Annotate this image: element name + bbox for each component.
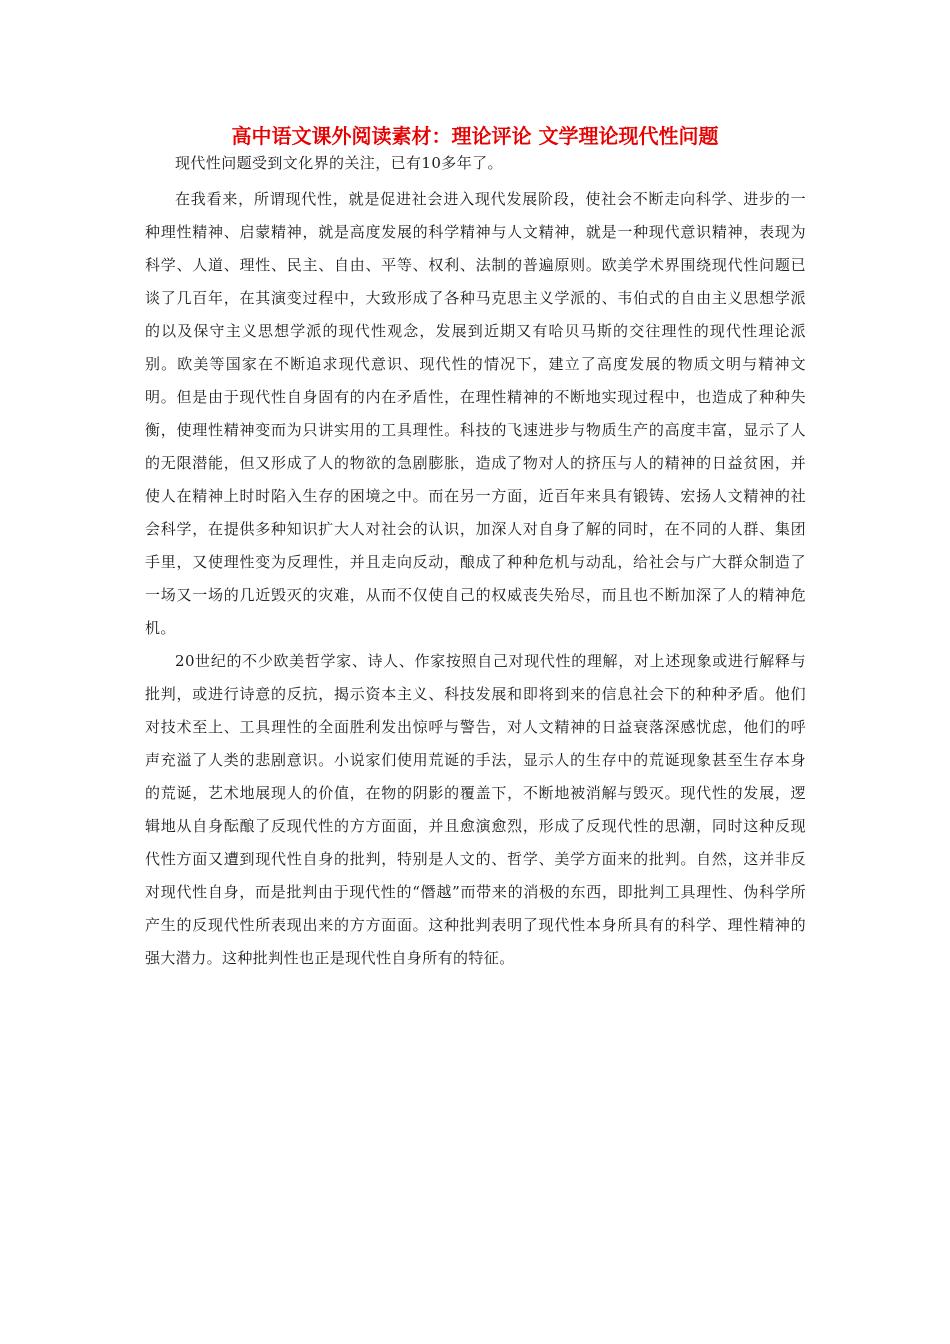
document-title: 高中语文课外阅读素材：理论评论 文学理论现代性问题	[231, 124, 719, 148]
document-body	[145, 150, 806, 975]
paragraph-modernity-definition: 在我看来，所谓现代性，就是促进社会进入现代发展阶段，使社会不断走向科学、进步的一种理性精神、启蒙精神，就是高度发展的科学精神与人文精神，就是一种现代意识精神，表现为科学、人道、理性、民主、自由、平等、权利、法制的普遍原则。欧美学术界围绕现代性问题已谈了几百年，在其演变过程中，大致形成了各种马克思主义学派的、韦伯式的自由主义思想学派的以及保守主义思想学派的现代性观念，发展到近期又有哈贝马斯的交往理性的现代性理论派别。欧美等国家在不断追求现代意识、现代性的情况下，建立了高度发展的物质文明与精神文明。但是由于现代性自身固有的内在矛盾性，在理性精神的不断地实现过程中，也造成了种种失衡，使理性精神变而为只讲实用的工具理性。科技的飞速进步与物质生产的高度丰富，显示了人的无限潜能，但又形成了人的物欲的急剧膨胀，造成了物对人的挤压与人的精神的日益贫困，并使人在精神上时时陷入生存的困境之中。而在另一方面，近百年来具有锻铸、宏扬人文精神的社会科学，在提供多种知识扩大人对社会的认识，加深人对自身了解的同时，在不同的人群、集团手里，又使理性变为反理性，并且走向反动，酿成了种种危机与动乱，给社会与广大群众制造了一场又一场的几近毁灭的灾难，从而不仅使自己的权威丧失殆尽，而且也不断加深了人的精神危机。	[145, 190, 806, 637]
paragraph-20th-century-critique: 20世纪的不少欧美哲学家、诗人、作家按照自己对现代性的理解，对上述现象或进行解释与批判，或进行诗意的反抗，揭示资本主义、科技发展和即将到来的信息社会下的种种矛盾。他们对技术至上、工具理性的全面胜利发出惊呼与警告，对人文精神的日益衰落深感忧虑，他们的呼声充溢了人类的悲剧意识。小说家们使用荒诞的手法，显示人的生存中的荒诞现象甚至生存本身的荒诞，艺术地展现人的价值，在物的阴影的覆盖下，不断地被消解与毁灭。现代性的发展，逻辑地从自身酝酿了反现代性的方方面面，并且愈演愈烈，形成了反现代性的思潮，同时这种反现代性方面又遭到现代性自身的批判，特别是人文的、哲学、美学方面来的批判。自然，这并非反对现代性自身，而是批判由于现代性的“僭越”而带来的消极的东西，即批判工具理性、伪科学所产生的反现代性所表现出来的方方面面。这种批判表明了现代性本身所具有的科学、理性精神的强大潜力。这种批判性也正是现代性自身所有的特征。	[145, 652, 806, 967]
paragraph-intro: 现代性问题受到文化界的关注，已有10多年了。	[175, 154, 503, 172]
